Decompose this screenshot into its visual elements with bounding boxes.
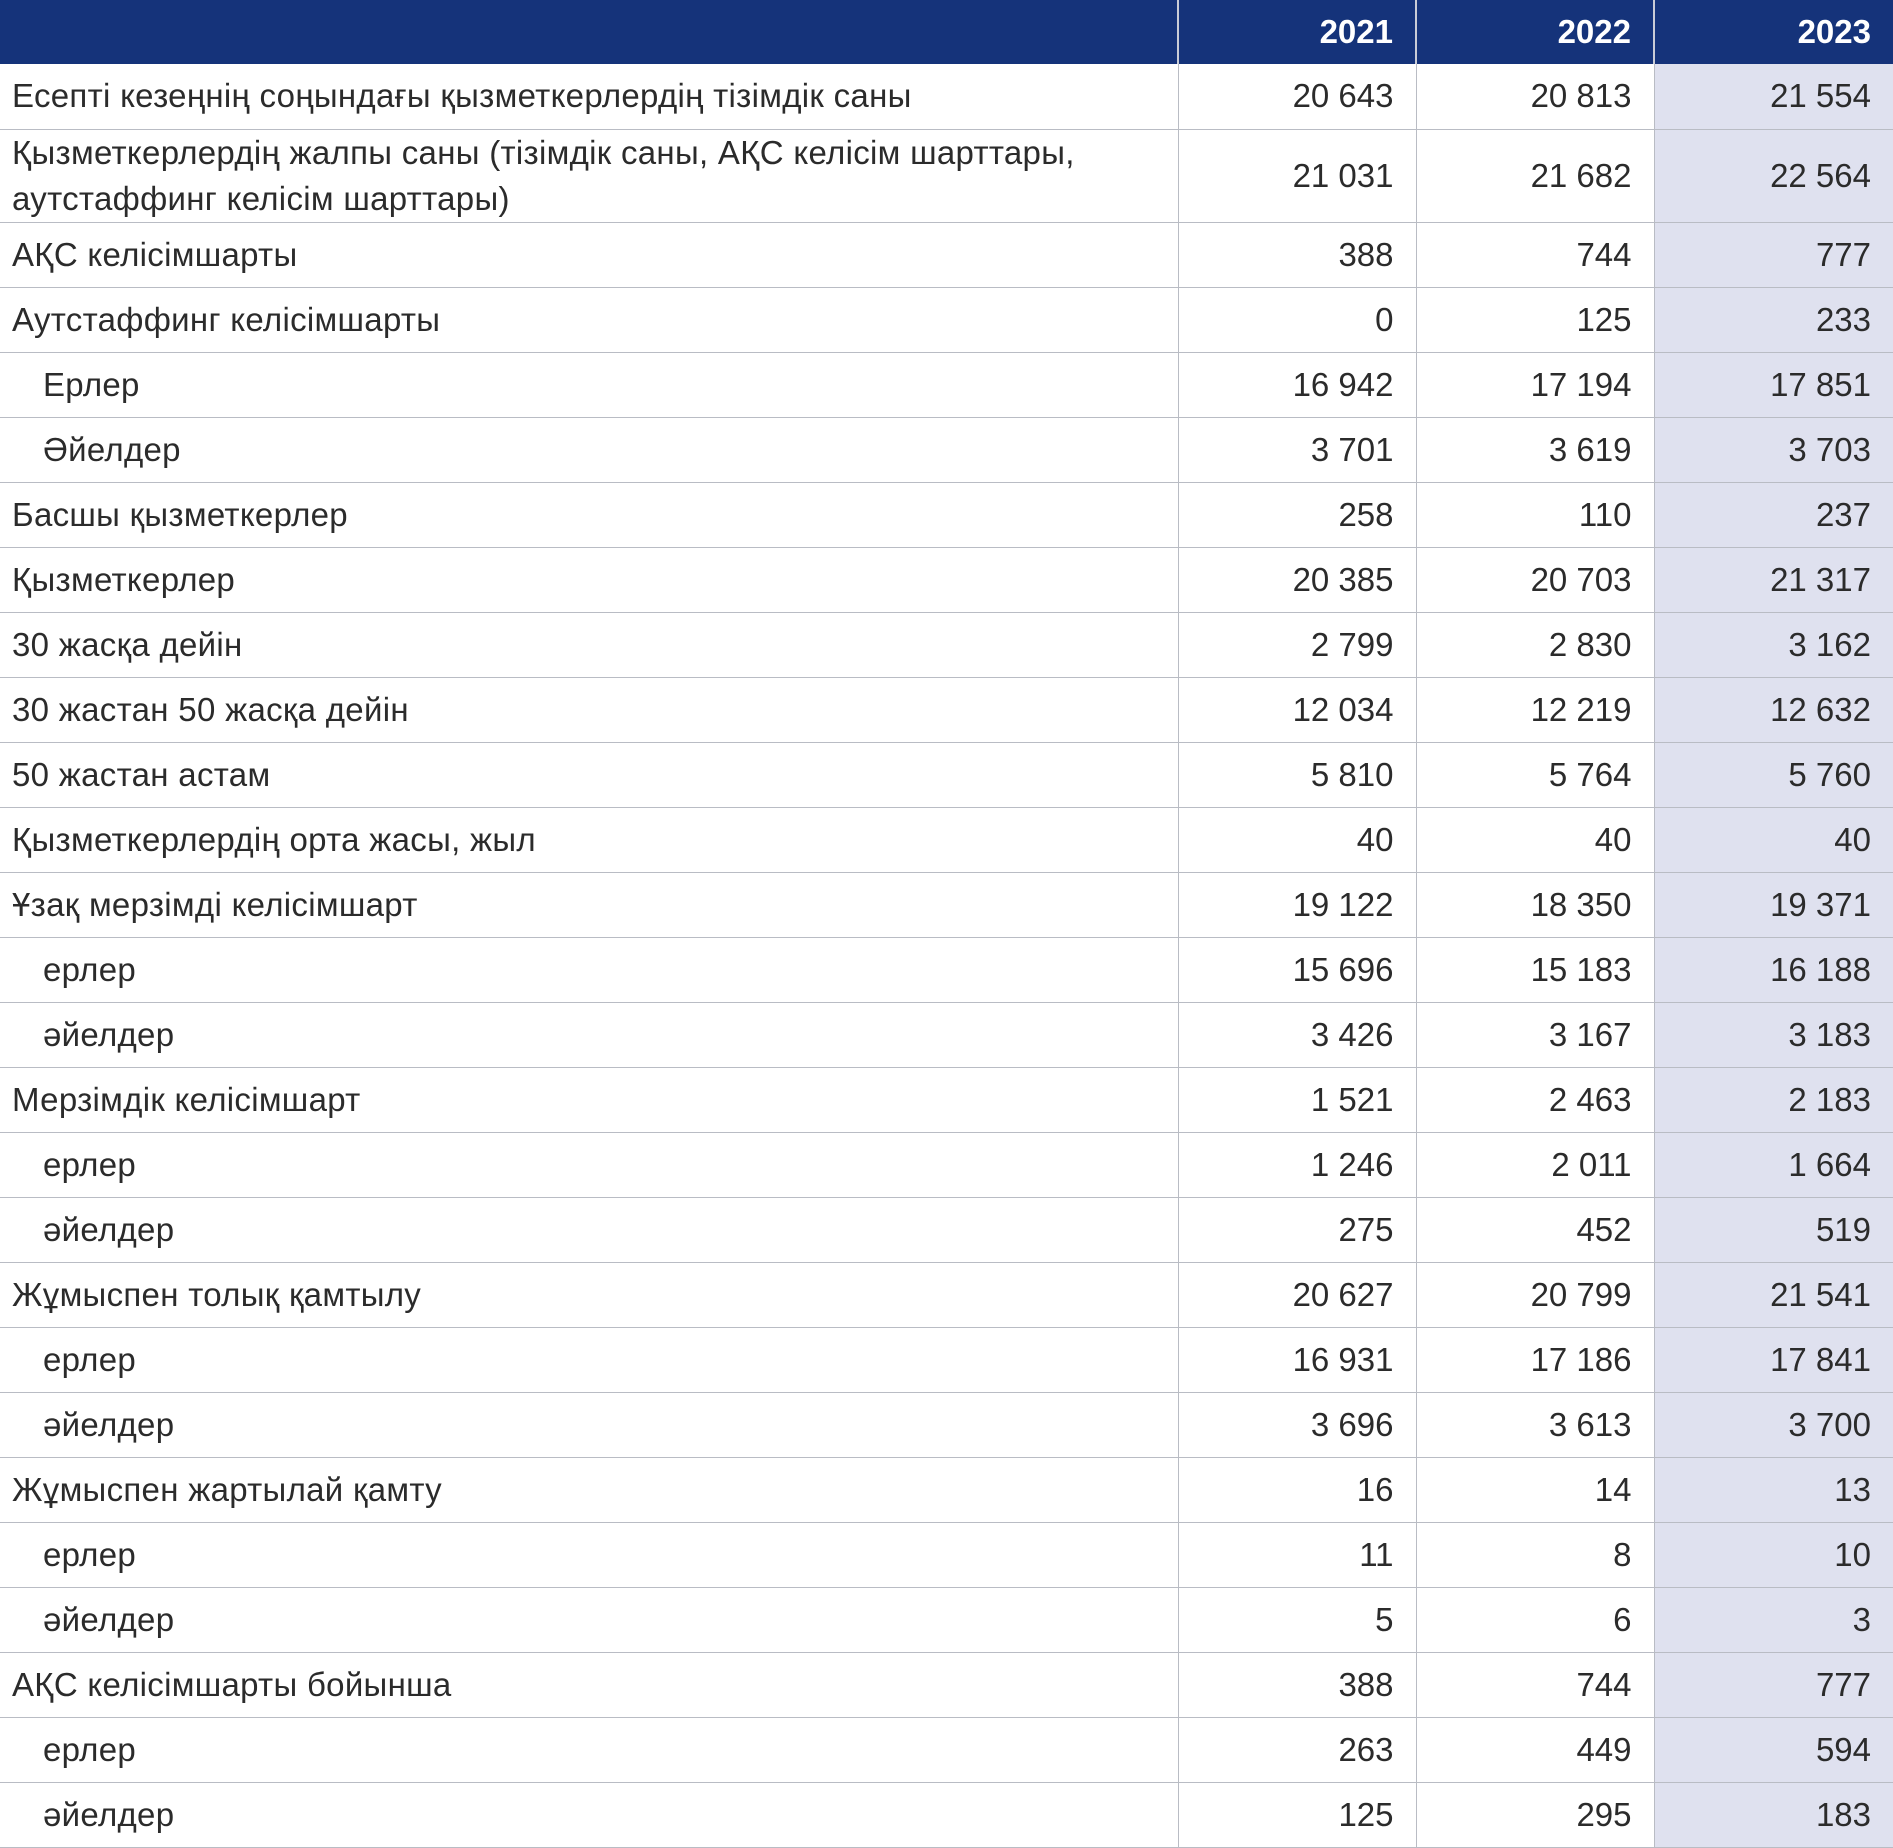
table-row [0, 547, 1893, 612]
table-row [0, 1132, 1893, 1197]
table-row [0, 1652, 1893, 1717]
cell-2021: 1 521 [1178, 1067, 1416, 1132]
cell-2023: 40 [1654, 807, 1893, 872]
cell-2022: 2 463 [1416, 1067, 1654, 1132]
cell-2022: 20 813 [1416, 64, 1654, 129]
table-row [0, 1587, 1893, 1652]
cell-2022: 14 [1416, 1457, 1654, 1522]
cell-2023: 594 [1654, 1717, 1893, 1782]
cell-2022: 20 799 [1416, 1262, 1654, 1327]
cell-2022: 3 619 [1416, 417, 1654, 482]
cell-2023: 2 183 [1654, 1067, 1893, 1132]
cell-2022: 110 [1416, 482, 1654, 547]
row-label: ерлер [0, 1327, 1178, 1392]
cell-2023: 21 554 [1654, 64, 1893, 129]
cell-2023: 3 [1654, 1587, 1893, 1652]
cell-2022: 20 703 [1416, 547, 1654, 612]
row-label: ерлер [0, 1132, 1178, 1197]
cell-2022: 6 [1416, 1587, 1654, 1652]
table-row [0, 287, 1893, 352]
cell-2022: 449 [1416, 1717, 1654, 1782]
table-row [0, 64, 1893, 129]
cell-2023: 3 162 [1654, 612, 1893, 677]
table-row [0, 1522, 1893, 1587]
cell-2023: 17 851 [1654, 352, 1893, 417]
row-label: ерлер [0, 937, 1178, 1002]
cell-2023: 777 [1654, 1652, 1893, 1717]
cell-2023: 233 [1654, 287, 1893, 352]
row-label: АҚС келісімшарты бойынша [0, 1652, 1178, 1717]
row-label: Жұмыспен толық қамтылу [0, 1262, 1178, 1327]
cell-2022: 125 [1416, 287, 1654, 352]
cell-2022: 2 830 [1416, 612, 1654, 677]
cell-2023: 1 664 [1654, 1132, 1893, 1197]
cell-2023: 10 [1654, 1522, 1893, 1587]
row-label: 50 жастан астам [0, 742, 1178, 807]
cell-2023: 183 [1654, 1782, 1893, 1847]
cell-2022: 5 764 [1416, 742, 1654, 807]
table-row [0, 872, 1893, 937]
table-row [0, 807, 1893, 872]
row-label: әйелдер [0, 1392, 1178, 1457]
cell-2021: 16 942 [1178, 352, 1416, 417]
cell-2021: 20 627 [1178, 1262, 1416, 1327]
cell-2023: 3 183 [1654, 1002, 1893, 1067]
cell-2021: 5 [1178, 1587, 1416, 1652]
cell-2022: 744 [1416, 1652, 1654, 1717]
cell-2023: 19 371 [1654, 872, 1893, 937]
row-label: АҚС келісімшарты [0, 222, 1178, 287]
cell-2023: 21 317 [1654, 547, 1893, 612]
cell-2023: 519 [1654, 1197, 1893, 1262]
row-label: әйелдер [0, 1782, 1178, 1847]
cell-2023: 12 632 [1654, 677, 1893, 742]
table-row [0, 129, 1893, 222]
table-row [0, 1717, 1893, 1782]
table-row [0, 612, 1893, 677]
cell-2022: 295 [1416, 1782, 1654, 1847]
cell-2021: 3 696 [1178, 1392, 1416, 1457]
cell-2022: 2 011 [1416, 1132, 1654, 1197]
cell-2021: 2 799 [1178, 612, 1416, 677]
cell-2023: 3 703 [1654, 417, 1893, 482]
cell-2022: 744 [1416, 222, 1654, 287]
cell-2023: 3 700 [1654, 1392, 1893, 1457]
table-row [0, 482, 1893, 547]
cell-2021: 125 [1178, 1782, 1416, 1847]
header-year-2023: 2023 [1654, 0, 1893, 64]
cell-2021: 20 385 [1178, 547, 1416, 612]
cell-2021: 11 [1178, 1522, 1416, 1587]
table-row [0, 222, 1893, 287]
row-label: Мерзімдік келісімшарт [0, 1067, 1178, 1132]
header-year-2021: 2021 [1178, 0, 1416, 64]
cell-2021: 40 [1178, 807, 1416, 872]
cell-2022: 3 613 [1416, 1392, 1654, 1457]
table-row [0, 352, 1893, 417]
cell-2022: 452 [1416, 1197, 1654, 1262]
cell-2023: 13 [1654, 1457, 1893, 1522]
cell-2021: 15 696 [1178, 937, 1416, 1002]
cell-2021: 388 [1178, 222, 1416, 287]
cell-2023: 17 841 [1654, 1327, 1893, 1392]
table-row [0, 677, 1893, 742]
table-row [0, 1327, 1893, 1392]
cell-2023: 5 760 [1654, 742, 1893, 807]
cell-2023: 16 188 [1654, 937, 1893, 1002]
cell-2021: 20 643 [1178, 64, 1416, 129]
table-row [0, 1782, 1893, 1847]
row-label: Қызметкерлердің жалпы саны (тізімдік саны, АҚС келісім шарттары, аутстаффинг келісім шарттары) [0, 129, 1178, 222]
cell-2023: 21 541 [1654, 1262, 1893, 1327]
cell-2022: 8 [1416, 1522, 1654, 1587]
cell-2022: 17 186 [1416, 1327, 1654, 1392]
cell-2022: 17 194 [1416, 352, 1654, 417]
cell-2021: 275 [1178, 1197, 1416, 1262]
row-label: Есепті кезеңнің соңындағы қызметкерлердің тізімдік саны [0, 64, 1178, 129]
cell-2021: 3 701 [1178, 417, 1416, 482]
row-label: Аутстаффинг келісімшарты [0, 287, 1178, 352]
cell-2021: 21 031 [1178, 129, 1416, 222]
table-row [0, 1197, 1893, 1262]
cell-2021: 258 [1178, 482, 1416, 547]
cell-2021: 263 [1178, 1717, 1416, 1782]
row-label: ерлер [0, 1522, 1178, 1587]
table-header-row [0, 0, 1893, 64]
cell-2022: 21 682 [1416, 129, 1654, 222]
header-label-cell [0, 0, 1178, 64]
cell-2021: 16 [1178, 1457, 1416, 1522]
cell-2023: 22 564 [1654, 129, 1893, 222]
table-row [0, 1067, 1893, 1132]
row-label: Қызметкерлердің орта жасы, жыл [0, 807, 1178, 872]
cell-2022: 15 183 [1416, 937, 1654, 1002]
row-label: әйелдер [0, 1002, 1178, 1067]
cell-2022: 3 167 [1416, 1002, 1654, 1067]
row-label: Ерлер [0, 352, 1178, 417]
cell-2021: 12 034 [1178, 677, 1416, 742]
cell-2023: 237 [1654, 482, 1893, 547]
cell-2021: 3 426 [1178, 1002, 1416, 1067]
table-row [0, 1002, 1893, 1067]
table-row [0, 417, 1893, 482]
header-year-2022: 2022 [1416, 0, 1654, 64]
cell-2021: 0 [1178, 287, 1416, 352]
cell-2021: 16 931 [1178, 1327, 1416, 1392]
cell-2021: 388 [1178, 1652, 1416, 1717]
cell-2021: 5 810 [1178, 742, 1416, 807]
cell-2021: 1 246 [1178, 1132, 1416, 1197]
row-label: Басшы қызметкерлер [0, 482, 1178, 547]
row-label: 30 жастан 50 жасқа дейін [0, 677, 1178, 742]
table-row [0, 1262, 1893, 1327]
cell-2022: 12 219 [1416, 677, 1654, 742]
row-label: Жұмыспен жартылай қамту [0, 1457, 1178, 1522]
row-label: Әйелдер [0, 417, 1178, 482]
table-row [0, 937, 1893, 1002]
cell-2023: 777 [1654, 222, 1893, 287]
cell-2021: 19 122 [1178, 872, 1416, 937]
table-row [0, 1392, 1893, 1457]
row-label: ерлер [0, 1717, 1178, 1782]
row-label: әйелдер [0, 1587, 1178, 1652]
table-row [0, 742, 1893, 807]
row-label: Ұзақ мерзімді келісімшарт [0, 872, 1178, 937]
cell-2022: 40 [1416, 807, 1654, 872]
row-label: 30 жасқа дейін [0, 612, 1178, 677]
table-row [0, 1457, 1893, 1522]
cell-2022: 18 350 [1416, 872, 1654, 937]
row-label: Қызметкерлер [0, 547, 1178, 612]
row-label: әйелдер [0, 1197, 1178, 1262]
